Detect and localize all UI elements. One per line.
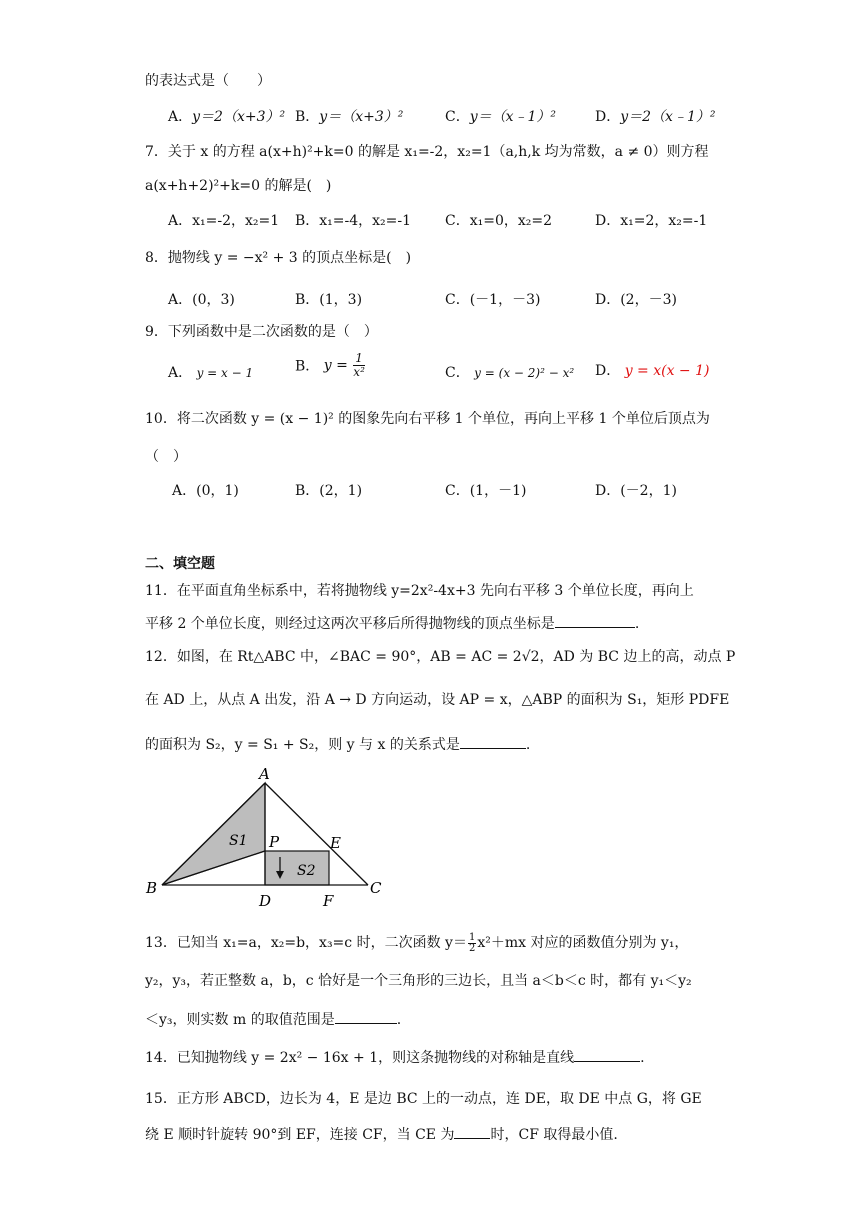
q13-stem-line2: y₂，y₃，若正整数 a，b，c 恰好是一个三角形的三边长，且当 a＜b＜c 时，都有 y₁＜y₂ — [145, 973, 692, 989]
q13-stem-line3: ＜y₃，则实数 m 的取值范围是 . — [145, 1009, 401, 1029]
q10-option-c[interactable]: C．(1，－1) — [445, 483, 527, 499]
label-p: P — [269, 833, 280, 851]
q13-answer-blank[interactable] — [335, 1009, 397, 1024]
label-s2: S2 — [297, 863, 316, 879]
q10-option-a[interactable]: A．(0，1) — [172, 483, 239, 499]
label-b: B — [146, 879, 158, 897]
q6-option-d[interactable]: D．y＝2（x﹣1）² — [595, 109, 716, 125]
q6-option-a[interactable]: A．y＝2（x+3）² — [168, 109, 286, 125]
q10-stem-line2: （ ） — [145, 449, 187, 465]
q11-stem-line1: 11．在平面直角坐标系中，若将抛物线 y=2x²-4x+3 先向右平移 3 个单位长度，再向上 — [145, 583, 694, 599]
label-s1: S1 — [229, 833, 248, 849]
q12-answer-blank[interactable] — [460, 734, 526, 749]
q14-stem: 14．已知抛物线 y = 2x² − 16x + 1，则这条抛物线的对称轴是直线 . — [145, 1047, 645, 1067]
q7-option-b[interactable]: B．x₁=-4，x₂=-1 — [295, 213, 412, 229]
q15-stem-line1: 15．正方形 ABCD，边长为 4，E 是边 BC 上的一动点，连 DE，取 DE 中点 G，将 GE — [145, 1091, 702, 1107]
q6-option-b[interactable]: B．y＝（x+3）² — [295, 109, 404, 125]
q9-option-c[interactable]: C． y = (x − 2)² − x² — [445, 365, 575, 381]
q7-stem-line1: 7．关于 x 的方程 a(x+h)²+k=0 的解是 x₁=-2，x₂=1（a,h,k 均为常数，a ≠ 0）则方程 — [145, 144, 709, 160]
q14-answer-blank[interactable] — [574, 1047, 640, 1062]
q15-stem-line2: 绕 E 顺时针旋转 90°到 EF，连接 CF，当 CE 为 时，CF 取得最小值. — [145, 1124, 618, 1144]
section-heading-fill-in: 二、填空题 — [145, 556, 215, 572]
q6-tail: 的表达式是（ ） — [145, 73, 271, 89]
q9-option-b[interactable]: B． y = $\frac{1}{\text{x²}}$ — [295, 351, 365, 379]
q7-option-d[interactable]: D．x₁=2，x₂=-1 — [595, 213, 708, 229]
label-e: E — [330, 834, 341, 852]
q9-answer-highlight: y = x(x − 1) — [624, 363, 710, 379]
q8-option-d[interactable]: D．(2，－3) — [595, 292, 677, 308]
q13-stem-line1: 13．已知当 x₁=a，x₂=b，x₃=c 时，二次函数 y＝ $\frac{1}{2}$ x²＋mx 对应的函数值分别为 y₁， — [145, 931, 689, 954]
q9-stem: 9．下列函数中是二次函数的是（ ） — [145, 324, 378, 340]
q11-stem-line2: 平移 2 个单位长度，则经过这两次平移后所得抛物线的顶点坐标是 . — [145, 613, 639, 633]
q10-option-d[interactable]: D．(－2，1) — [595, 483, 677, 499]
triangle-figure — [140, 765, 400, 910]
q12-stem-line1: 12．如图，在 Rt△ABC 中，∠BAC = 90°，AB = AC = 2√2，AD 为 BC 边上的高，动点 P — [145, 649, 736, 665]
q7-option-c[interactable]: C．x₁=0，x₂=2 — [445, 213, 553, 229]
label-c: C — [370, 879, 382, 897]
q9-option-d[interactable]: D． y = x(x − 1) — [595, 363, 710, 379]
q7-stem-line2: a(x+h+2)²+k=0 的解是( ) — [145, 178, 332, 194]
q8-stem: 8．抛物线 y = −x² + 3 的顶点坐标是( ) — [145, 250, 412, 266]
q10-option-b[interactable]: B．(2，1) — [295, 483, 363, 499]
q6-option-c[interactable]: C．y＝（x﹣1）² — [445, 109, 557, 125]
label-f: F — [323, 892, 334, 910]
q8-option-c[interactable]: C．(－1，－3) — [445, 292, 541, 308]
label-a: A — [259, 765, 270, 783]
q11-answer-blank[interactable] — [555, 613, 635, 628]
q9-option-a[interactable]: A． y = x − 1 — [168, 365, 254, 381]
q12-stem-line2: 在 AD 上，从点 A 出发，沿 A → D 方向运动，设 AP = x，△ABP 的面积为 S₁，矩形 PDFE — [145, 692, 730, 708]
q12-stem-line3: 的面积为 S₂，y = S₁ + S₂，则 y 与 x 的关系式是 . — [145, 734, 530, 754]
q8-option-b[interactable]: B．(1，3) — [295, 292, 363, 308]
label-d: D — [259, 892, 272, 910]
q7-option-a[interactable]: A．x₁=-2，x₂=1 — [168, 213, 280, 229]
q8-option-a[interactable]: A．(0，3) — [168, 292, 235, 308]
q10-stem-line1: 10．将二次函数 y = (x − 1)² 的图象先向右平移 1 个单位，再向上平移 1 个单位后顶点为 — [145, 411, 710, 427]
q15-answer-blank[interactable] — [454, 1124, 490, 1139]
